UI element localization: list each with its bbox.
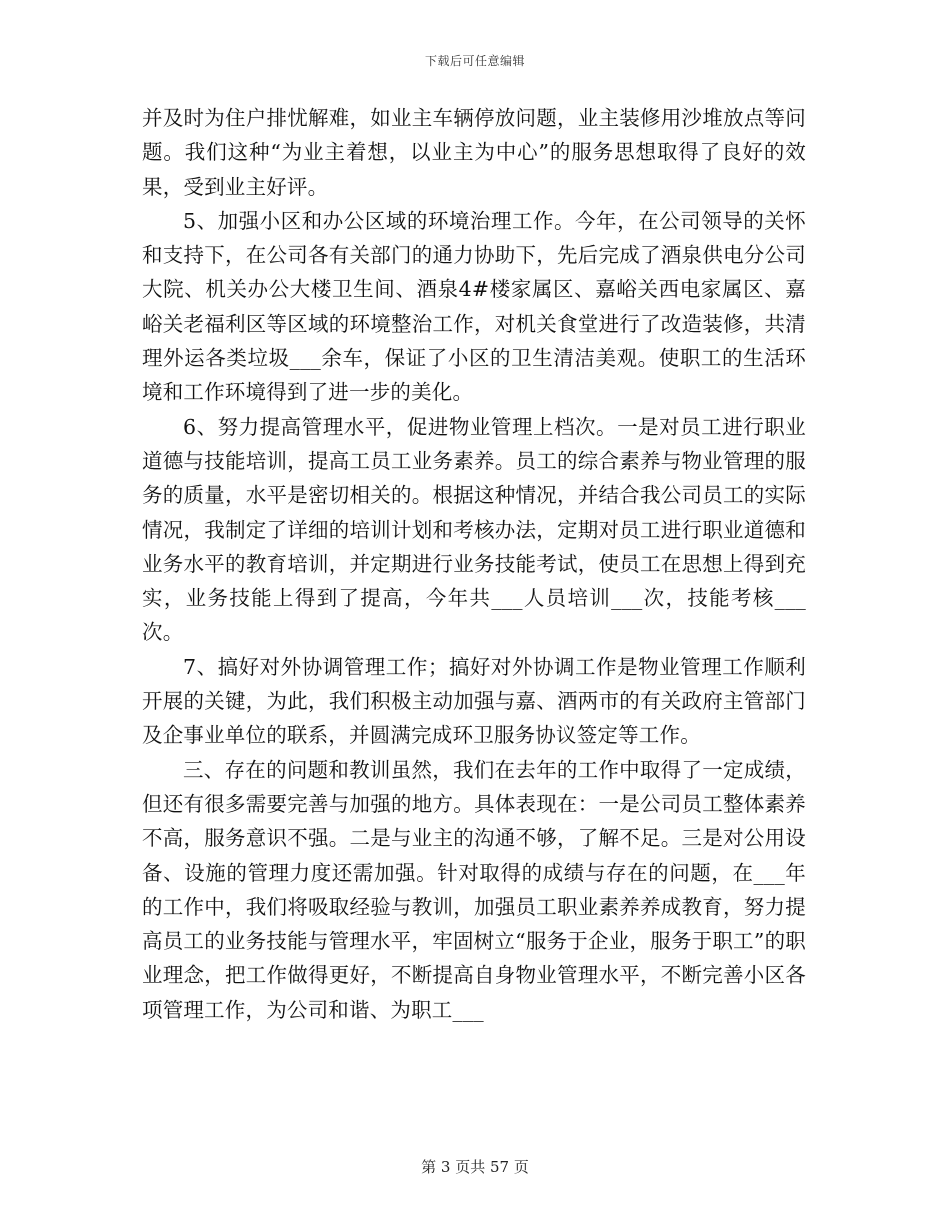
paragraph-item-7: 7、搞好对外协调管理工作；搞好对外协调工作是物业管理工作顺利开展的关键，为此，我们积极主动加强与嘉、酒两市的有关政府主管部门及企事业单位的联系，并圆满完成环卫服务协议签定等工作。 [142,654,806,748]
document-body [142,101,806,1027]
paragraph-item-5: 5、加强小区和办公区域的环境治理工作。今年，在公司领导的关怀和支持下，在公司各有关部门的通力协助下，先后完成了酒泉供电分公司大院、机关办公大楼卫生间、酒泉4#楼家属区、嘉峪关西电家属区、嘉峪关老福利区等区域的环境整治工作，对机关食堂进行了改造装修，共清理外运各类垃圾___余车，保证了小区的卫生清洁美观。使职工的生活环境和工作环境得到了进一步的美化。 [142,208,806,405]
paragraph-continuation: 并及时为住户排忧解难，如业主车辆停放问题，业主装修用沙堆放点等问题。我们这种“为业主着想，以业主为中心”的服务思想取得了良好的效果，受到业主好评。 [142,106,806,199]
paragraph-section-3: 三、存在的问题和教训虽然，我们在去年的工作中取得了一定成绩，但还有很多需要完善与加强的地方。具体表现在：一是公司员工整体素养不高，服务意识不强。二是与业主的沟通不够，了解不足。三是对公用设备、设施的管理力度还需加强。针对取得的成绩与存在的问题，在___年的工作中，我们将吸取经验与教训，加强员工职业素养养成教育，努力提高员工的业务技能与管理水平，牢固树立“服务于企业，服务于职工”的职业理念，把工作做得更好，不断提高自身物业管理水平，不断完善小区各项管理工作，为公司和谐、为职工___ [142,757,806,1022]
page-header: 下载后可任意编辑 [424,54,525,68]
page-footer: 第 3 页共 57 页 [421,1158,529,1176]
paragraph-item-6: 6、努力提高管理水平，促进物业管理上档次。一是对员工进行职业道德与技能培训，提高工员工业务素养。员工的综合素养与物业管理的服务的质量，水平是密切相关的。根据这种情况，并结合我公司员工的实际情况，我制定了详细的培训计划和考核办法，定期对员工进行职业道德和业务水平的教育培训，并定期进行业务技能考试，使员工在思想上得到充实，业务技能上得到了提高，今年共___人员培训___次，技能考核___次。 [142,414,806,645]
